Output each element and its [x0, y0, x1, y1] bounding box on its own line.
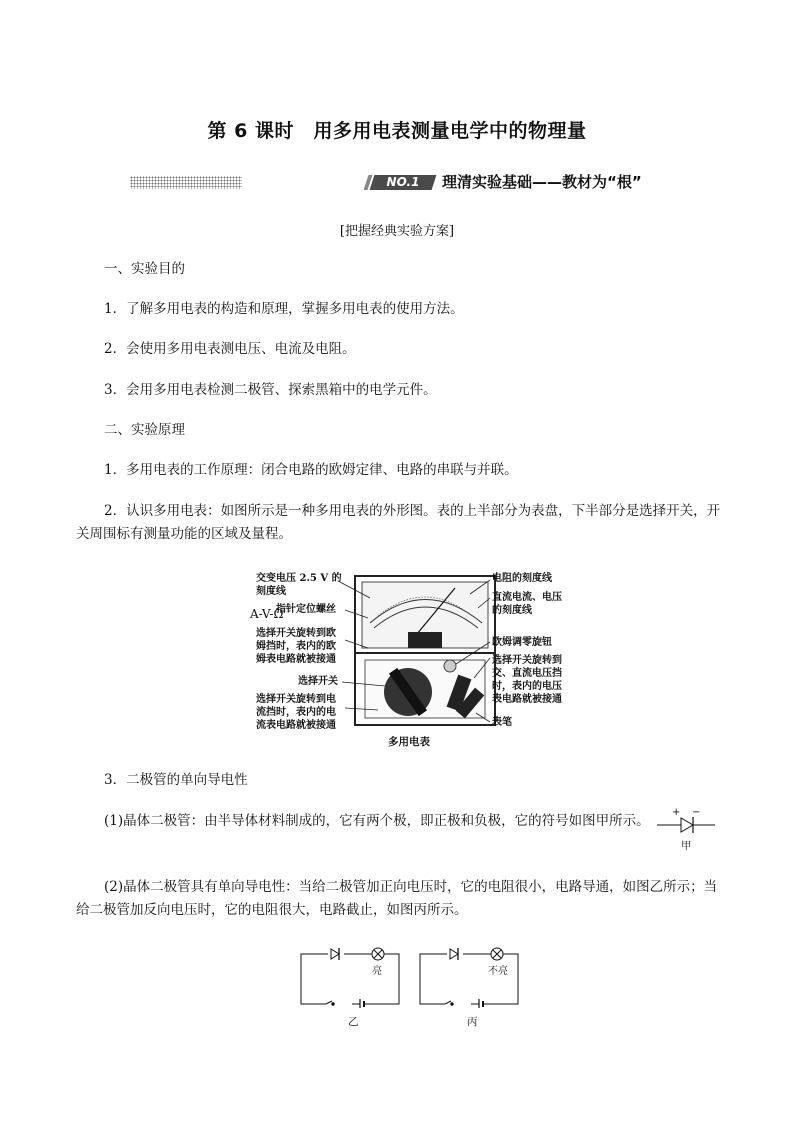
- meter-label-left: 交变电压 2.5 V 的: [256, 573, 342, 584]
- meter-label-left: 流表电路就被接通: [256, 720, 336, 731]
- meter-label-left: 选择开关: [298, 676, 338, 687]
- meter-label-left: 流挡时，表内的电: [256, 707, 336, 718]
- diode-symbol-icon: [655, 812, 717, 838]
- section-banner: [130, 172, 642, 192]
- banner-badge-text: NO.1: [386, 175, 420, 189]
- banner-badge: [370, 175, 437, 190]
- subheading: [把握经典实验方案]: [339, 224, 455, 239]
- circuit-caption: 丙: [467, 1016, 478, 1028]
- lamp-label-on: 亮: [372, 966, 382, 977]
- meter-label-left: 选择开关旋转到欧: [256, 628, 336, 639]
- meter-label-left: 刻度线: [256, 586, 286, 597]
- list-item: 3．会用多用电表检测二极管、探索黑箱中的电学元件。: [104, 382, 437, 398]
- meter-caption: 多用电表: [388, 736, 430, 748]
- banner-text: 理清实验基础——教材为“根”: [442, 173, 642, 191]
- circuit-caption: 乙: [348, 1016, 359, 1028]
- meter-dial-text: A-V-Ω: [250, 607, 284, 621]
- meter-label-right: 选择开关旋转到: [492, 655, 562, 666]
- meter-label-right: 交、直流电压挡: [492, 668, 562, 679]
- lamp-label-off: 不亮: [488, 966, 508, 977]
- diode-plus: +: [672, 807, 681, 818]
- list-item: 3．二极管的单向导电性: [104, 772, 248, 788]
- meter-label-right: 时，表内的电压: [492, 681, 562, 692]
- diode-caption: 甲: [681, 840, 692, 852]
- meter-label-right: 直流电流、电压: [492, 592, 562, 603]
- circuit-reverse: [420, 948, 518, 1008]
- meter-label-right: 电阻的刻度线: [492, 573, 552, 584]
- list-item: 1．了解多用电表的构造和原理，掌握多用电表的使用方法。: [104, 301, 464, 317]
- meter-label-right: 的刻度线: [492, 605, 532, 616]
- meter-label-left: 选择开关旋转到电: [256, 694, 336, 705]
- meter-label-right: 表笔: [492, 717, 512, 728]
- list-item: 1．多用电表的工作原理：闭合电路的欧姆定律、电路的串联与并联。: [104, 462, 518, 478]
- section-heading-2: 二、实验原理: [104, 422, 185, 438]
- diode-minus: −: [692, 807, 701, 818]
- paragraph: 2．认识多用电表：如图所示是一种多用电表的外形图。表的上半部分为表盘，下半部分是选择开关，开关周围标有测量功能的区域及量程。: [76, 503, 721, 542]
- meter-label-right: 表电路就被接通: [492, 694, 562, 705]
- banner-dots: [130, 176, 242, 189]
- page-title: 第 6 课时 用多用电表测量电学中的物理量: [207, 120, 587, 142]
- meter-label-left: 指针定位螺丝: [276, 604, 336, 615]
- meter-label-right: 欧姆调零旋钮: [492, 637, 552, 648]
- circuit-forward: [301, 948, 399, 1008]
- paragraph: (2)晶体二极管具有单向导电性：当给二极管加正向电压时，它的电阻很小，电路导通，如图乙所示；当给二极管加反向电压时，它的电阻很大，电路截止，如图丙所示。: [76, 879, 718, 918]
- section-heading-1: 一、实验目的: [104, 261, 185, 277]
- meter-label-left: 姆表电路就被接通: [256, 654, 336, 665]
- list-item: 2．会使用多用电表测电压、电流及电阻。: [104, 341, 356, 357]
- meter-label-left: 姆挡时，表内的欧: [256, 641, 336, 652]
- meter-leader-lines: [250, 568, 580, 748]
- paragraph: (1)晶体二极管：由半导体材料制成的，它有两个极，即正极和负极，它的符号如图甲所示。: [104, 813, 650, 829]
